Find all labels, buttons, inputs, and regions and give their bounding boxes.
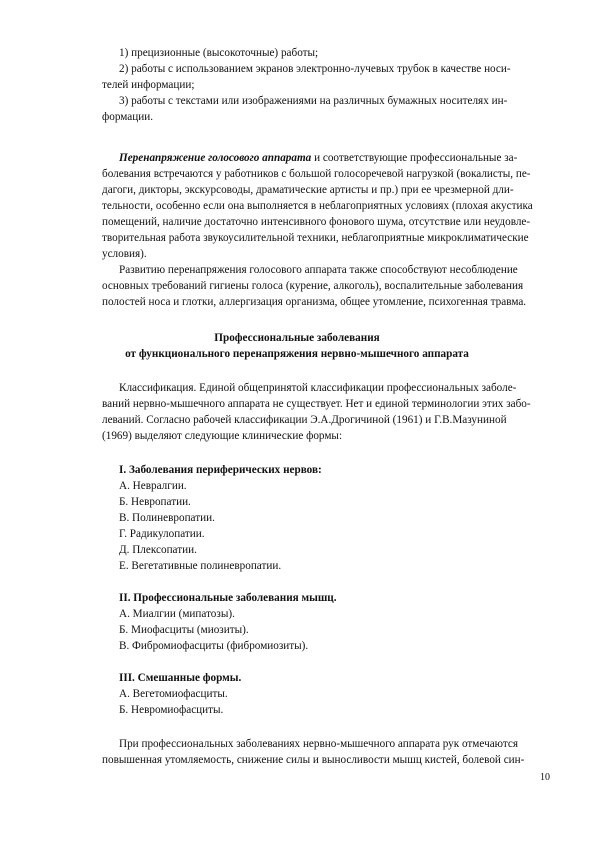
list-item-continuation: телей информации;: [102, 79, 195, 91]
list-item: 1) прецизионные (высокоточные) работы;: [119, 47, 319, 59]
paragraph-line: тельности, особенно если она выполняется в неблагоприятных условиях (плохая акустика: [102, 200, 533, 212]
term-emphasis: Перенапряжение голосового аппарата: [119, 152, 312, 164]
list-item: А. Вегетомиофасциты.: [119, 688, 228, 700]
paragraph-line: болевания встречаются у работников с большой голосоречевой нагрузкой (вокалисты, пе-: [102, 168, 531, 180]
paragraph-line: ваний нервно-мышечного аппарата не существует. Нет и единой терминологии этих забо-: [102, 398, 531, 410]
list-item: В. Фибромиофасциты (фибромиозиты).: [119, 640, 309, 652]
list-item-continuation: формации.: [102, 111, 153, 123]
paragraph-line: При профессиональных заболеваниях нервно-мышечного аппарата рук отмечаются: [119, 738, 519, 750]
list-item: 3) работы с текстами или изображениями на различных бумажных носителях ин-: [119, 95, 508, 107]
paragraph-line: условия).: [102, 248, 147, 260]
group-heading: I. Заболевания периферических нервов:: [119, 464, 322, 476]
paragraph-line: леваний. Согласно рабочей классификации Э.А.Дрогичиной (1961) и Г.В.Мазуниной: [102, 414, 507, 426]
group-heading: II. Профессиональные заболевания мышц.: [119, 592, 337, 604]
paragraph-line: основных требований гигиены голоса (курение, алкоголь), воспалительные заболевания: [102, 280, 524, 292]
page-number: 10: [540, 772, 550, 783]
section-title: от функционального перенапряжения нервно-мышечного аппарата: [125, 348, 469, 360]
list-item: В. Полиневропатии.: [119, 512, 215, 524]
paragraph-line: (1969) выделяют следующие клинические формы:: [102, 430, 343, 442]
list-item: Е. Вегетативные полиневропатии.: [119, 560, 282, 572]
list-item: А. Миалгии (мипатозы).: [119, 608, 235, 620]
paragraph-line: Развитию перенапряжения голосового аппарата также способствуют несоблюдение: [119, 264, 518, 276]
list-item: 2) работы с использованием экранов электронно-лучевых трубок в качестве носи-: [119, 63, 511, 75]
list-item: Б. Миофасциты (миозиты).: [119, 624, 249, 636]
group-heading: III. Смешанные формы.: [119, 672, 242, 684]
paragraph-line: полостей носа и глотки, аллергизация организма, общее утомление, психогенная травма.: [102, 296, 527, 308]
paragraph-line: Перенапряжение голосового аппарата и соответствующие профессиональные за-: [119, 152, 518, 164]
list-item: А. Невралгии.: [119, 480, 187, 492]
list-item: Г. Радикулопатии.: [119, 528, 205, 540]
paragraph-line: творительная работа звукоусилительной техники, неблагоприятные микроклиматические: [102, 232, 529, 244]
paragraph-line: повышенная утомляемость, снижение силы и выносливости мышц кистей, болевой син-: [102, 754, 525, 766]
section-title: Профессиональные заболевания: [214, 332, 380, 344]
list-item: Д. Плексопатии.: [119, 544, 197, 556]
paragraph-line: дагоги, дикторы, экскурсоводы, драматические артисты и пр.) при ее чрезмерной дли-: [102, 184, 514, 196]
list-item: Б. Невромиофасциты.: [119, 704, 224, 716]
list-item: Б. Невропатии.: [119, 496, 191, 508]
paragraph-line: помещений, наличие достаточно интенсивного фонового шума, отсутствие или неудовле-: [102, 216, 531, 228]
paragraph-line: Классификация. Единой общепринятой классификации профессиональных заболе-: [119, 382, 517, 394]
